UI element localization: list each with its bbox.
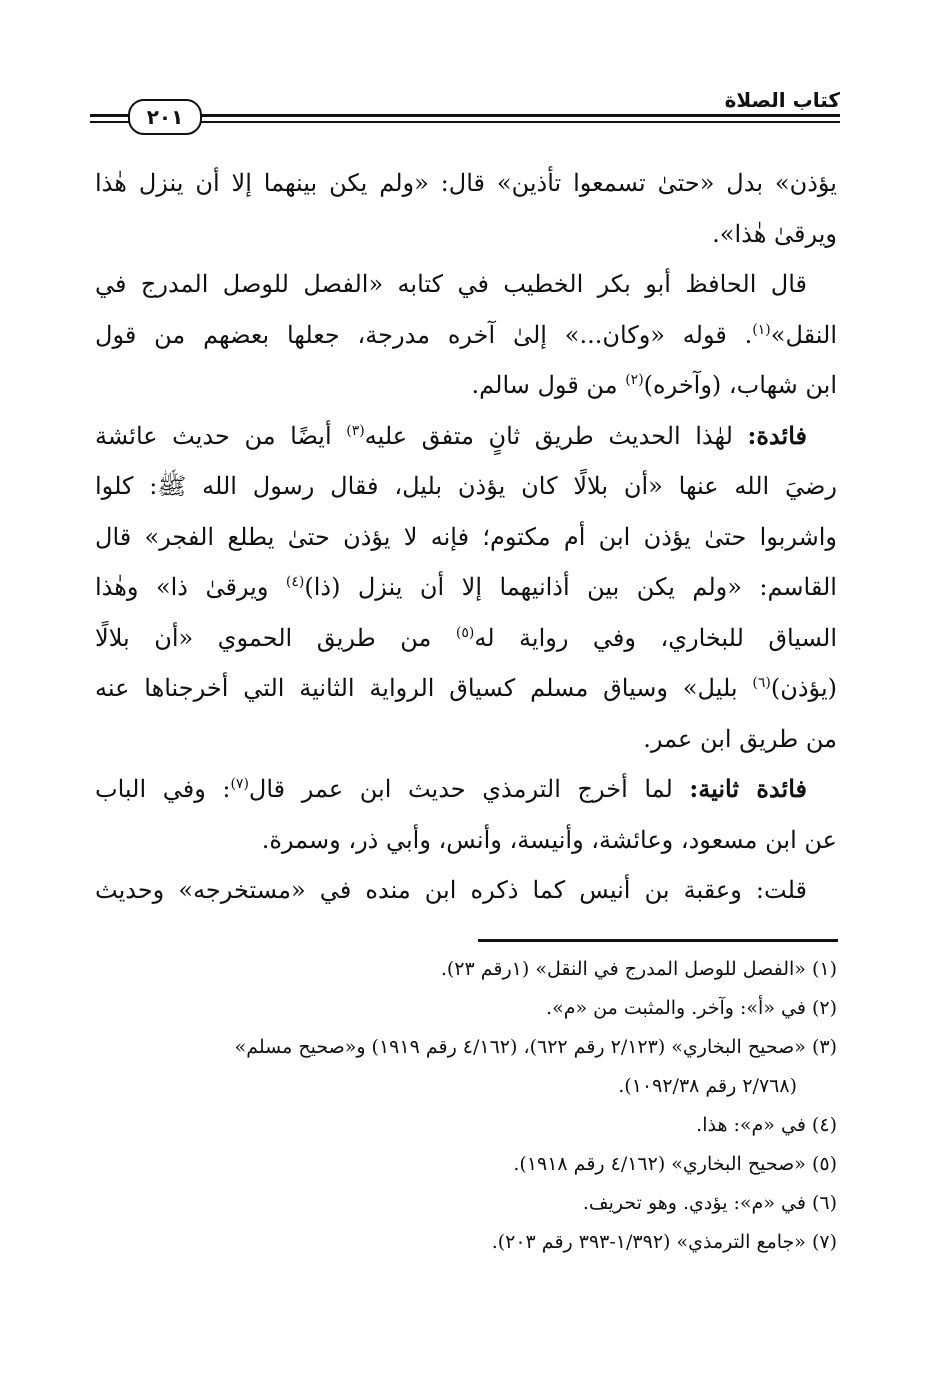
text-span: من طريق الحموي «أن بلالًا	[95, 623, 456, 652]
footnote-separator	[478, 939, 838, 942]
text-line	[95, 562, 837, 613]
footnote: (٧) «جامع الترمذي» (١/٣٩٢-٣٩٣ رقم ٢٠٣).	[491, 1231, 837, 1253]
text-span: أيضًا من حديث عائشة	[95, 421, 347, 450]
footnote: (٦) في «م»: يؤدي. وهو تحريف.	[582, 1192, 837, 1214]
footnote-ref: (٦)	[752, 675, 771, 691]
header-rule-bottom	[90, 121, 840, 123]
page-number: ٢٠١	[128, 99, 202, 135]
text-line	[95, 411, 807, 462]
text-span: . قوله «وكان...» إلىٰ آخره مدرجة، جعلها بعضهم من قول	[95, 320, 753, 349]
text-line	[95, 764, 807, 815]
text-line	[95, 613, 837, 664]
footnote-ref: (٧)	[230, 776, 249, 792]
text-span: : وفي الباب	[95, 775, 231, 803]
text-line: قال الحافظ أبو بكر الخطيب في كتابه «الفصل للوصل المدرج في	[95, 270, 807, 298]
footnote: (١) «الفصل للوصل المدرج في النقل» (١رقم ٢٣).	[440, 958, 837, 980]
footnote-ref: (٥)	[455, 624, 475, 641]
footnote-ref: (٢)	[625, 372, 644, 388]
text-line	[95, 360, 837, 411]
main-text	[95, 158, 837, 916]
text-span: لهٰذا الحديث طريق ثانٍ متفق عليه	[364, 421, 748, 450]
chapter-title: كتاب الصلاة	[715, 88, 840, 112]
footnote-continuation: (٢/٧٦٨ رقم ١٠٩٢/٣٨).	[618, 1075, 797, 1097]
text-span: ويرقىٰ ذا» وهٰذا	[95, 573, 286, 601]
text-span: القاسم: «ولم يكن بين أذانيهما إلا أن ينزل (ذا)	[304, 573, 837, 601]
text-span: بليل» وسياق مسلم كسياق الرواية الثانية التي أخرجناها عنه	[95, 674, 753, 702]
footnote-ref: (١)	[752, 321, 771, 338]
second-benefit-label: فائدة ثانية:	[689, 774, 807, 803]
text-line: عن ابن مسعود، وعائشة، وأنيسة، وأنس، وأبي ذر، وسمرة.	[261, 825, 837, 854]
page-header	[90, 82, 840, 134]
text-line	[95, 663, 837, 714]
footnote: (٢) في «أ»: وآخر. والمثبت من «م».	[546, 997, 837, 1019]
text-span: (يؤذن)	[770, 674, 837, 702]
footnote: (٥) «صحيح البخاري» (٤/١٦٢ رقم ١٩١٨).	[513, 1153, 837, 1175]
text-line: ويرقىٰ هٰذا».	[712, 219, 837, 248]
benefit-label: فائدة:	[747, 420, 807, 450]
text-span: السياق للبخاري، وفي رواية له	[474, 623, 837, 652]
text-span: من قول سالم.	[471, 371, 626, 399]
text-line: رضيَ الله عنها «أن بلالًا كان يؤذن بليل، فقال رسول الله ﷺ: كلوا	[95, 472, 837, 500]
footnote-ref: (٣)	[346, 422, 365, 439]
text-span: لما أخرج الترمذي حديث ابن عمر قال	[248, 775, 690, 803]
footnote: (٣) «صحيح البخاري» (٢/١٢٣ رقم ٦٢٢)، (٤/١٦٢ رقم ١٩١٩) و«صحيح مسلم»	[234, 1036, 837, 1058]
text-line: من طريق ابن عمر.	[643, 724, 837, 753]
text-line	[95, 310, 837, 361]
footnote: (٤) في «م»: هذا.	[696, 1114, 837, 1136]
text-line: يؤذن» بدل «حتىٰ تسمعوا تأذين» قال: «ولم يكن بينهما إلا أن ينزل هٰذا	[95, 169, 837, 197]
text-span: ابن شهاب، (وآخره)	[643, 371, 837, 399]
footnotes	[234, 950, 837, 1262]
header-rule-top	[90, 114, 840, 117]
text-line: قلت: وعقبة بن أنيس كما ذكره ابن منده في «مستخرجه» وحديث	[95, 876, 807, 904]
text-span: النقل»	[770, 320, 837, 349]
footnote-ref: (٤)	[285, 574, 305, 590]
text-line: واشربوا حتىٰ يؤذن ابن أم مكتوم؛ فإنه لا يؤذن حتىٰ يطلع الفجر» قال	[95, 522, 837, 551]
